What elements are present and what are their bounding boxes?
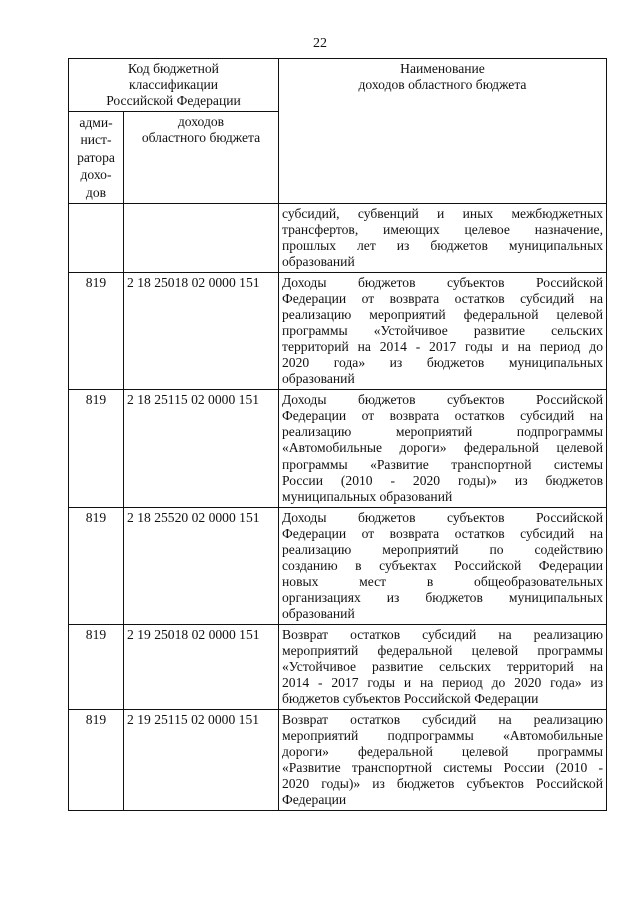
income-name-line: Возврат остатков субсидий на реализацию [282, 711, 603, 727]
income-name-line: Доходы бюджетов субъектов Российской [282, 392, 603, 408]
income-name-line: 2020 года» из бюджетов муниципальных [282, 355, 603, 371]
table-row [69, 507, 607, 624]
income-code-cell: 2 19 25115 02 0000 151 [124, 709, 279, 810]
income-name-line: образований [282, 605, 355, 621]
header-code-line-2: классификации [128, 77, 219, 93]
table-row [69, 624, 607, 709]
page-number: 22 [313, 36, 327, 51]
header-income-code [124, 112, 279, 204]
income-name-line: организациях из бюджетов муниципальных [282, 589, 603, 605]
income-name-line: реализацию мероприятий федеральной целевой [282, 307, 603, 323]
header-name-line-1: Наименование [400, 61, 485, 76]
income-name-line: трансфертов, имеющих целевое назначение, [282, 222, 603, 238]
income-name-line: территорий на 2014 - 2017 годы и на период до [282, 339, 603, 355]
income-name-cell [279, 507, 607, 624]
income-name-line: Доходы бюджетов субъектов Российской [282, 275, 603, 291]
income-name-line: программы «Устойчивое развитие сельских [282, 323, 603, 339]
income-name-line: программы «Развитие транспортной системы [282, 456, 603, 472]
income-name-line: «Развитие транспортной системы России (2010 - [282, 760, 603, 776]
income-code-cell: 2 18 25520 02 0000 151 [124, 507, 279, 624]
header-budget-classification-code [69, 59, 279, 112]
income-name-cell [279, 273, 607, 390]
header-code-line-3: Российской Федерации [106, 93, 241, 109]
admin-code-cell: 819 [69, 390, 124, 507]
income-name-line: Возврат остатков субсидий на реализацию [282, 626, 603, 642]
income-name-line: 2020 годы)» из бюджетов субъектов Российской [282, 776, 603, 792]
income-name-cell [279, 390, 607, 507]
income-code-cell [124, 204, 279, 273]
income-name-line: мероприятий федеральной целевой программы [282, 642, 603, 658]
admin-code-cell: 819 [69, 273, 124, 390]
income-name-cell [279, 709, 607, 810]
income-name-line: «Устойчивое развитие сельских территорий на [282, 658, 603, 674]
income-name-line: России (2010 - 2020 годы)» из бюджетов [282, 472, 603, 488]
income-name-line: реализацию мероприятий по содействию [282, 541, 603, 557]
header-admin-line-5: дов [85, 184, 107, 200]
income-name-line: «Автомобильные дороги» федеральной целевой [282, 440, 603, 456]
income-name-line: 2014 - 2017 годы и на период до 2020 года» из [282, 674, 603, 690]
admin-code-cell: 819 [69, 709, 124, 810]
income-code-cell: 2 18 25018 02 0000 151 [124, 273, 279, 390]
header-name-line-2: доходов областного бюджета [358, 77, 527, 93]
income-name-line: Доходы бюджетов субъектов Российской [282, 509, 603, 525]
income-name-cell [279, 624, 607, 709]
table-row [69, 273, 607, 390]
header-admin-line-3: ратора [77, 149, 115, 165]
table-row [69, 709, 607, 810]
header-income-name [279, 59, 607, 204]
header-admin-line-4: дохо- [80, 167, 112, 183]
income-name-line: реализацию мероприятий подпрограммы [282, 424, 603, 440]
admin-code-cell [69, 204, 124, 273]
table-row [69, 204, 607, 273]
income-code-cell: 2 18 25115 02 0000 151 [124, 390, 279, 507]
header-income-line-1: доходов [177, 114, 225, 130]
income-name-line: новых мест в общеобразовательных [282, 573, 603, 589]
admin-code-cell: 819 [69, 507, 124, 624]
income-name-line: Федерации от возврата остатков субсидий на [282, 525, 603, 541]
income-name-line: бюджетов субъектов Российской Федерации [282, 690, 539, 706]
income-name-line: Федерации от возврата остатков субсидий на [282, 408, 603, 424]
income-name-line: созданию в субъектах Российской Федерации [282, 557, 603, 573]
header-income-line-2: областного бюджета [141, 130, 261, 146]
income-name-line: дороги» федеральной целевой программы [282, 744, 603, 760]
table-body [69, 204, 607, 811]
income-name-cell [279, 204, 607, 273]
header-code-line-1: Код бюджетной [128, 61, 219, 76]
income-name-line: образований [282, 254, 355, 270]
income-name-line: субсидий, субвенций и иных межбюджетных [282, 206, 603, 222]
income-name-line: Федерации [282, 792, 347, 808]
income-name-line: муниципальных образований [282, 488, 453, 504]
income-name-line: Федерации от возврата остатков субсидий на [282, 291, 603, 307]
header-administrator [69, 112, 124, 204]
table-row [69, 390, 607, 507]
header-admin-line-2: нист- [80, 132, 112, 148]
budget-classification-table [68, 58, 607, 811]
income-code-cell: 2 19 25018 02 0000 151 [124, 624, 279, 709]
admin-code-cell: 819 [69, 624, 124, 709]
header-admin-line-1: адми- [79, 115, 113, 131]
header-row-top [69, 59, 607, 112]
income-name-line: прошлых лет из бюджетов муниципальных [282, 238, 603, 254]
income-name-line: мероприятий подпрограммы «Автомобильные [282, 728, 603, 744]
income-name-line: образований [282, 371, 355, 387]
